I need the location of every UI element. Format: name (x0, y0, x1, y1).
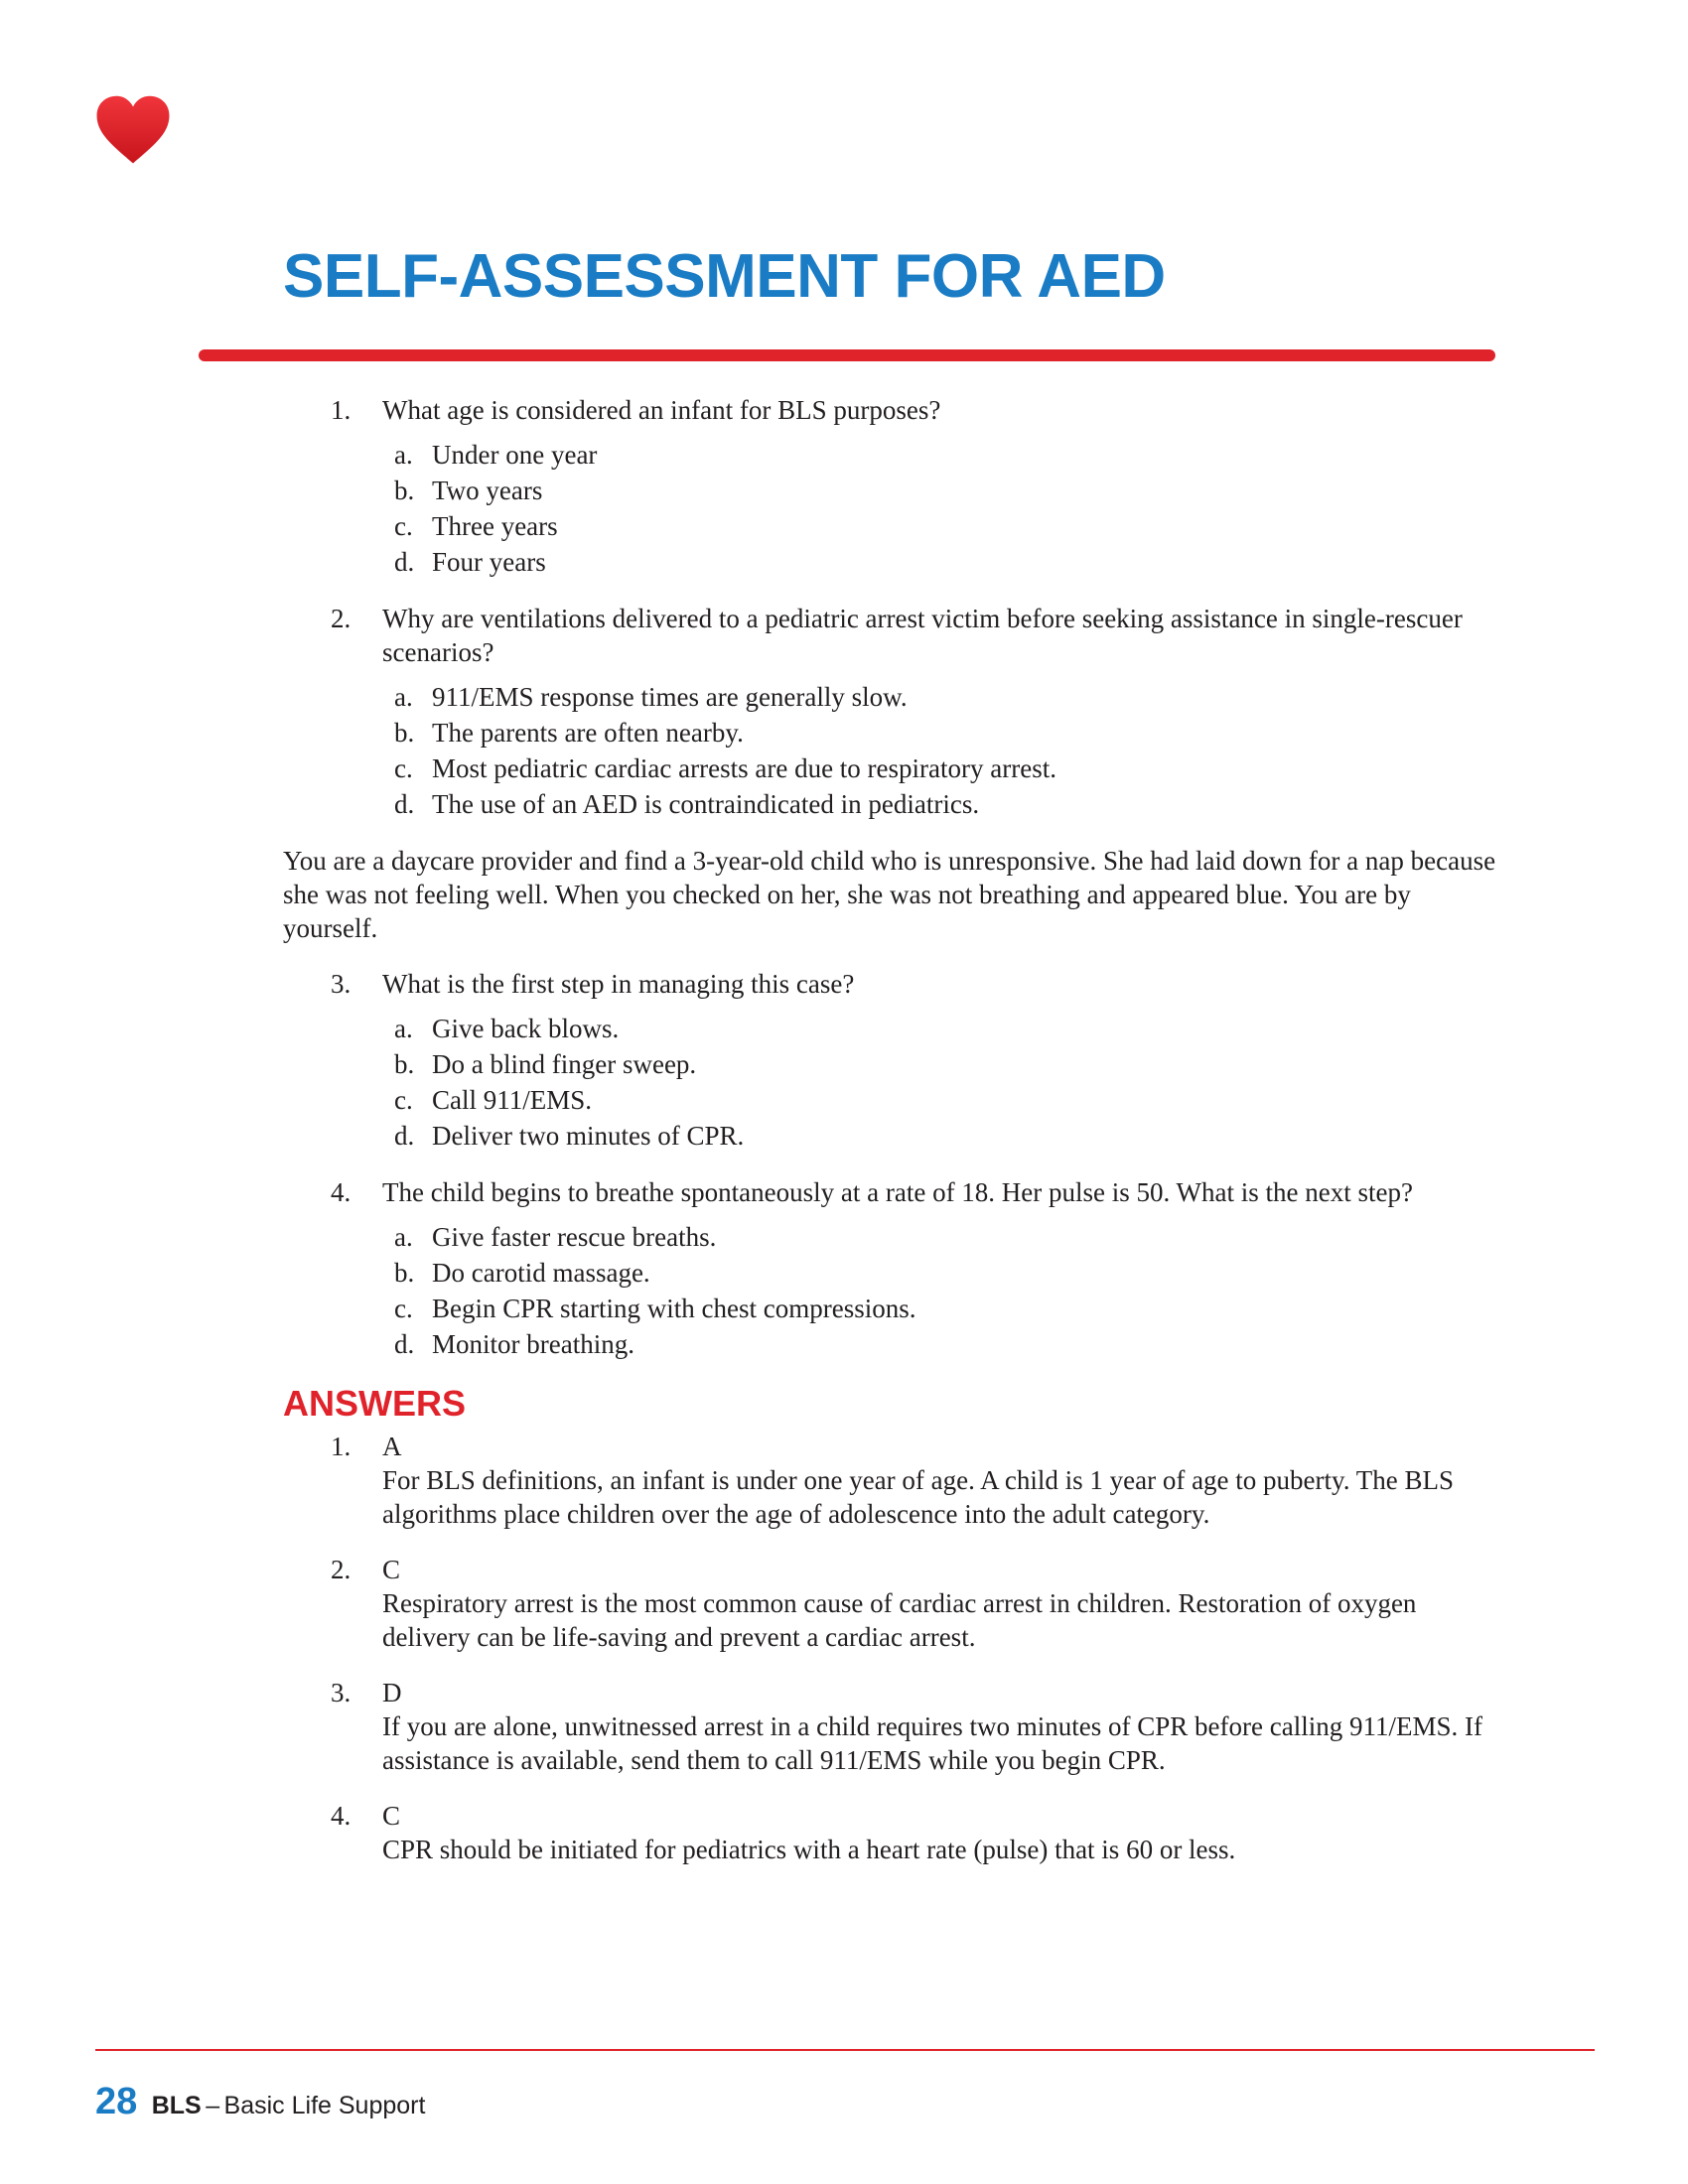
option-letter: c. (394, 511, 413, 541)
option-item (382, 751, 1504, 786)
option-letter: b. (394, 476, 415, 505)
title-divider (199, 349, 1495, 361)
question-text: The child begins to breathe spontaneously at a rate of 18. Her pulse is 50. What is the next step? (382, 1177, 1413, 1207)
question-list-part-2 (283, 967, 1504, 1362)
option-item (382, 1118, 1504, 1154)
answer-explanation: Respiratory arrest is the most common cause of cardiac arrest in children. Restoration of oxygen delivery can be life-saving and prevent a cardiac arrest. (382, 1588, 1417, 1652)
answer-letter: C (382, 1801, 401, 1831)
answer-letter: A (382, 1432, 402, 1461)
answer-number: 1. (331, 1432, 352, 1461)
option-list (382, 679, 1504, 822)
option-item (382, 679, 1504, 715)
answers-heading: ANSWERS (283, 1383, 467, 1424)
spacer (283, 1654, 1504, 1676)
option-letter: b. (394, 1258, 415, 1288)
case-scenario: You are a daycare provider and find a 3-year-old child who is unresponsive. She had laid down for a nap because she was not feeling well. When you checked on her, she was not breathing and appeared blue. You are by yourself. (283, 846, 1496, 943)
question-text: What age is considered an infant for BLS purposes? (382, 395, 941, 425)
option-text: Under one year (432, 440, 598, 470)
question-number: 3. (331, 969, 352, 999)
answer-letter: D (382, 1678, 402, 1707)
question-number: 4. (331, 1177, 352, 1207)
answer-number: 2. (331, 1555, 352, 1584)
option-text: Do carotid massage. (432, 1258, 650, 1288)
option-letter: a. (394, 440, 413, 470)
option-list (382, 1011, 1504, 1154)
answer-item (283, 1676, 1504, 1777)
option-item (382, 1219, 1504, 1255)
option-item (382, 1291, 1504, 1326)
page-number: 28 (95, 2081, 138, 2122)
answer-explanation: If you are alone, unwitnessed arrest in a child requires two minutes of CPR before calling 911/EMS. If assistance is available, send them to call 911/EMS while you begin CPR. (382, 1711, 1482, 1775)
option-item (382, 1255, 1504, 1291)
question-list-part-1 (283, 393, 1504, 822)
footer-abbreviation: BLS (151, 2092, 202, 2119)
option-text: Monitor breathing. (432, 1329, 634, 1359)
option-text: Give faster rescue breaths. (432, 1222, 717, 1252)
assessment-content (283, 393, 1504, 1866)
option-letter: b. (394, 1049, 415, 1079)
option-letter: d. (394, 1329, 415, 1359)
spacer (283, 1777, 1504, 1799)
question-item (283, 1175, 1504, 1362)
question-number: 2. (331, 604, 352, 633)
question-text: What is the first step in managing this case? (382, 969, 855, 999)
spacer (283, 1154, 1504, 1175)
option-letter: a. (394, 1222, 413, 1252)
option-letter: d. (394, 547, 415, 577)
answer-list (283, 1430, 1504, 1866)
answer-item (283, 1430, 1504, 1531)
option-letter: d. (394, 1121, 415, 1151)
option-text: Four years (432, 547, 546, 577)
option-text: Most pediatric cardiac arrests are due to respiratory arrest. (432, 753, 1056, 783)
option-letter: d. (394, 789, 415, 819)
answer-letter: C (382, 1555, 401, 1584)
option-list (382, 437, 1504, 580)
question-item (283, 967, 1504, 1154)
option-text: The parents are often nearby. (432, 718, 744, 748)
option-item (382, 715, 1504, 751)
option-text: Begin CPR starting with chest compressions. (432, 1294, 916, 1323)
option-letter: c. (394, 1085, 413, 1115)
footer-divider (95, 2049, 1595, 2051)
option-letter: a. (394, 682, 413, 712)
option-item (382, 508, 1504, 544)
option-item (382, 544, 1504, 580)
question-item (283, 602, 1504, 822)
answer-item (283, 1799, 1504, 1866)
question-text: Why are ventilations delivered to a pediatric arrest victim before seeking assistance in single-rescuer scenarios? (382, 604, 1463, 667)
option-item (382, 1046, 1504, 1082)
option-item (382, 473, 1504, 508)
option-text: Give back blows. (432, 1014, 620, 1043)
option-text: Deliver two minutes of CPR. (432, 1121, 745, 1151)
spacer (283, 1531, 1504, 1553)
heart-icon (95, 95, 171, 165)
answer-explanation: For BLS definitions, an infant is under one year of age. A child is 1 year of age to puberty. The BLS algorithms place children over the age of adolescence into the adult category. (382, 1465, 1455, 1529)
answer-number: 4. (331, 1801, 352, 1831)
answer-explanation: CPR should be initiated for pediatrics with a heart rate (pulse) that is 60 or less. (382, 1835, 1236, 1864)
option-item (382, 786, 1504, 822)
footer-title: Basic Life Support (223, 2092, 426, 2119)
option-item (382, 437, 1504, 473)
footer-separator: – (206, 2092, 220, 2119)
option-letter: c. (394, 1294, 413, 1323)
option-text: Call 911/EMS. (432, 1085, 593, 1115)
option-item (382, 1011, 1504, 1046)
question-number: 1. (331, 395, 352, 425)
option-list (382, 1219, 1504, 1362)
option-text: 911/EMS response times are generally slow. (432, 682, 908, 712)
spacer (283, 580, 1504, 602)
answer-item (283, 1553, 1504, 1654)
option-text: The use of an AED is contraindicated in pediatrics. (432, 789, 980, 819)
page-title: SELF-ASSESSMENT FOR AED (283, 242, 1166, 311)
option-text: Two years (432, 476, 543, 505)
answer-number: 3. (331, 1678, 352, 1707)
option-letter: c. (394, 753, 413, 783)
option-item (382, 1326, 1504, 1362)
page-footer (95, 2083, 425, 2120)
option-text: Three years (432, 511, 558, 541)
option-letter: a. (394, 1014, 413, 1043)
question-item (283, 393, 1504, 580)
option-item (382, 1082, 1504, 1118)
option-text: Do a blind finger sweep. (432, 1049, 697, 1079)
option-letter: b. (394, 718, 415, 748)
